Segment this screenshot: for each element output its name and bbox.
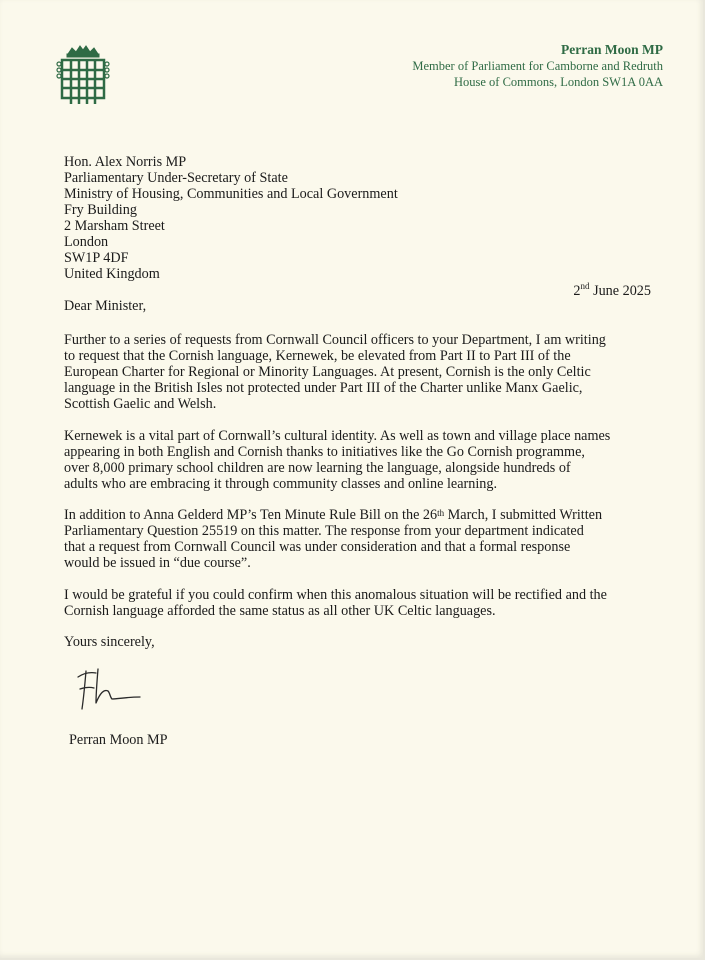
paragraph-line: appearing in both English and Cornish thanks to initiatives like the Go Cornish programme, — [64, 444, 585, 460]
paragraph-1 — [64, 332, 606, 412]
paragraph-line — [64, 507, 602, 523]
paragraph-3 — [64, 507, 602, 571]
recipient-line: United Kingdom — [64, 266, 160, 282]
date-rest: June 2025 — [589, 283, 651, 299]
paragraph-fragment: March, I submitted Written — [444, 507, 603, 523]
portcullis-crest-icon — [56, 44, 110, 106]
paragraph-line: I would be grateful if you could confirm when this anomalous situation will be rectified and the — [64, 587, 607, 603]
signature-icon — [70, 663, 150, 715]
paragraph-fragment: In addition to Anna Gelderd MP’s Ten Minute Rule Bill on the 26 — [64, 507, 438, 523]
paragraph-2 — [64, 428, 610, 492]
sender-role: Member of Parliament for Camborne and Redruth — [412, 59, 663, 73]
letter-date — [573, 283, 651, 300]
sender-address: House of Commons, London SW1A 0AA — [453, 75, 663, 89]
paragraph-line: over 8,000 primary school children are now learning the language, alongside hundreds of — [64, 460, 571, 476]
paragraph-line: Parliamentary Question 25519 on this matter. The response from your department indicated — [64, 523, 584, 539]
salutation: Dear Minister, — [64, 298, 147, 314]
paragraph-line: European Charter for Regional or Minority Languages. At present, Cornish is the only Celtic — [64, 364, 591, 380]
recipient-line: Ministry of Housing, Communities and Local Government — [64, 186, 398, 202]
date-suffix: nd — [580, 281, 590, 291]
letterhead — [412, 41, 663, 90]
recipient-line: Fry Building — [64, 202, 137, 218]
paragraph-4 — [64, 587, 607, 619]
signer-name: Perran Moon MP — [69, 732, 168, 748]
recipient-line: Parliamentary Under-Secretary of State — [64, 170, 288, 186]
ordinal-suffix: th — [437, 508, 445, 518]
recipient-line: SW1P 4DF — [64, 250, 129, 266]
closing: Yours sincerely, — [64, 634, 155, 650]
paragraph-line: to request that the Cornish language, Kernewek, be elevated from Part II to Part III of the — [64, 348, 571, 364]
paragraph-line: Further to a series of requests from Cornwall Council officers to your Department, I am writing — [64, 332, 606, 348]
sender-name: Perran Moon MP — [561, 42, 663, 57]
paragraph-line: would be issued in “due course”. — [64, 555, 251, 571]
paragraph-line: Scottish Gaelic and Welsh. — [64, 396, 217, 412]
date-day: 2 — [573, 283, 581, 299]
paragraph-line: that a request from Cornwall Council was under consideration and that a formal response — [64, 539, 571, 555]
recipient-address — [64, 154, 398, 282]
recipient-line: London — [64, 234, 109, 250]
recipient-line: Hon. Alex Norris MP — [64, 154, 187, 170]
paragraph-line: Cornish language afforded the same status as all other UK Celtic languages. — [64, 603, 496, 619]
paragraph-line: language in the British Isles not protected under Part III of the Charter unlike Manx Gaelic, — [64, 380, 583, 396]
recipient-line: 2 Marsham Street — [64, 218, 165, 234]
paragraph-line: Kernewek is a vital part of Cornwall’s cultural identity. As well as town and village place names — [64, 428, 611, 444]
paragraph-line: adults who are embracing it through community classes and online learning. — [64, 476, 498, 492]
